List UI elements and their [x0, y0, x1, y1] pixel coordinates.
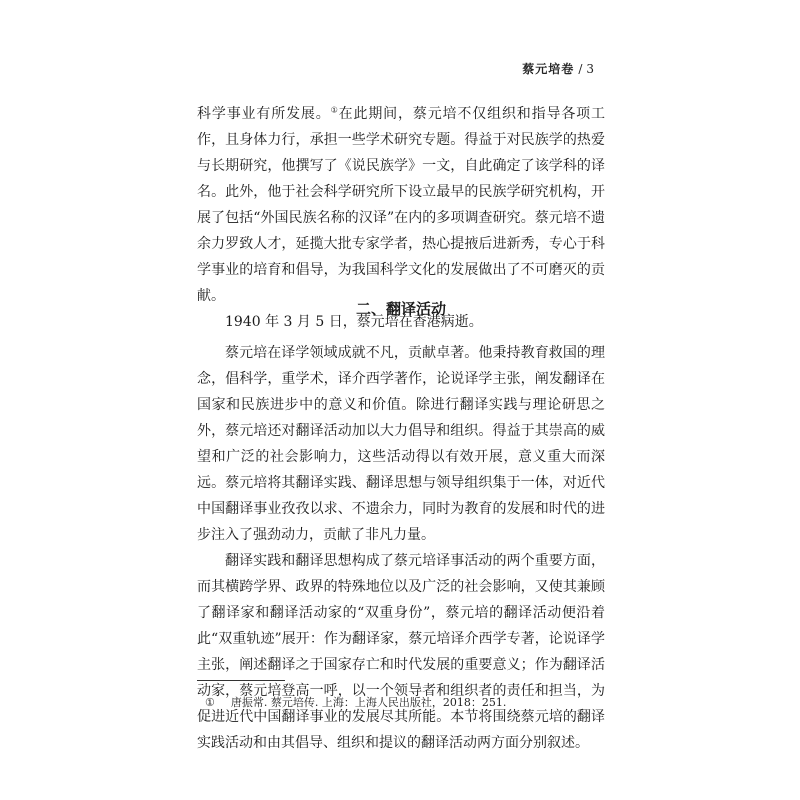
header-separator: / — [578, 62, 583, 76]
page-number: 3 — [586, 62, 594, 76]
footnote-divider — [197, 680, 285, 681]
section-paragraph-2: 翻译实践和翻译思想构成了蔡元培译事活动的两个重要方面，而其横跨学界、政界的特殊地位以及广泛的社会影响，又使其兼顾了翻译家和翻译活动家的“双重身份”，蔡元培的翻译活动便沿着此“双重轨迹”展开：作为翻译家，蔡元培译介西学专著，论说译学主张，阐述翻译之于国家存亡和时代发展的重要意义；作为翻译活动家，蔡元培登高一呼，以一个领导者和组织者的责任和担当，为促进近代中国翻译事业的发展尽其所能。本节将围绕蔡元培的翻译实践活动和由其倡导、组织和提议的翻译活动两方面分别叙述。 — [197, 553, 605, 751]
section-paragraph-1: 蔡元培在译学领域成就不凡，贡献卓著。他秉持教育救国的理念，倡科学，重学术，译介西学著作，论说译学主张，阐发翻译在国家和民族进步中的意义和价值。除进行翻译实践与理论研思之外，蔡元培还对翻译活动加以大力倡导和组织。得益于其崇高的威望和广泛的社会影响力，这些活动得以有效开展，意义重大而深远。蔡元培将其翻译实践、翻译思想与领导组织集于一体，对近代中国翻译事业孜孜以求、不遗余力，同时为教育的发展和时代的进步注入了强劲动力，贡献了非凡力量。 — [197, 345, 605, 543]
footnote-text: 唐振常. 蔡元培传. 上海：上海人民出版社，2018：251. — [230, 696, 507, 709]
running-header — [522, 60, 594, 77]
section-heading: 二、翻译活动 — [355, 300, 446, 318]
continued-paragraph — [197, 101, 605, 309]
footnote-marker: ① — [205, 696, 215, 709]
book-title: 蔡元培卷 — [522, 62, 575, 76]
paragraph-text: 在此期间，蔡元培不仅组织和指导各项工作，且身体力行，承担一些学术研究专题。得益于对民族学的热爱与长期研究，他撰写了《说民族学》一文，自此确定了该学科的译名。此外，他于社会科学研究所下设立最早的民族学研究机构，开展了包括“外国民族名称的汉译”在内的多项调查研究。蔡元培不遗余力罗致人才，延揽大批专家学者，热心提掖后进新秀，专心于科学事业的培育和倡导，为我国科学文化的发展做出了不可磨灭的贡献。 — [197, 106, 606, 304]
footnote — [205, 694, 506, 710]
death-paragraph: 1940 年 3 月 5 日，蔡元培在香港病逝。 — [225, 314, 483, 330]
footnote-reference[interactable]: ① — [330, 105, 339, 115]
paragraph-text: 科学事业有所发展。 — [197, 106, 331, 122]
